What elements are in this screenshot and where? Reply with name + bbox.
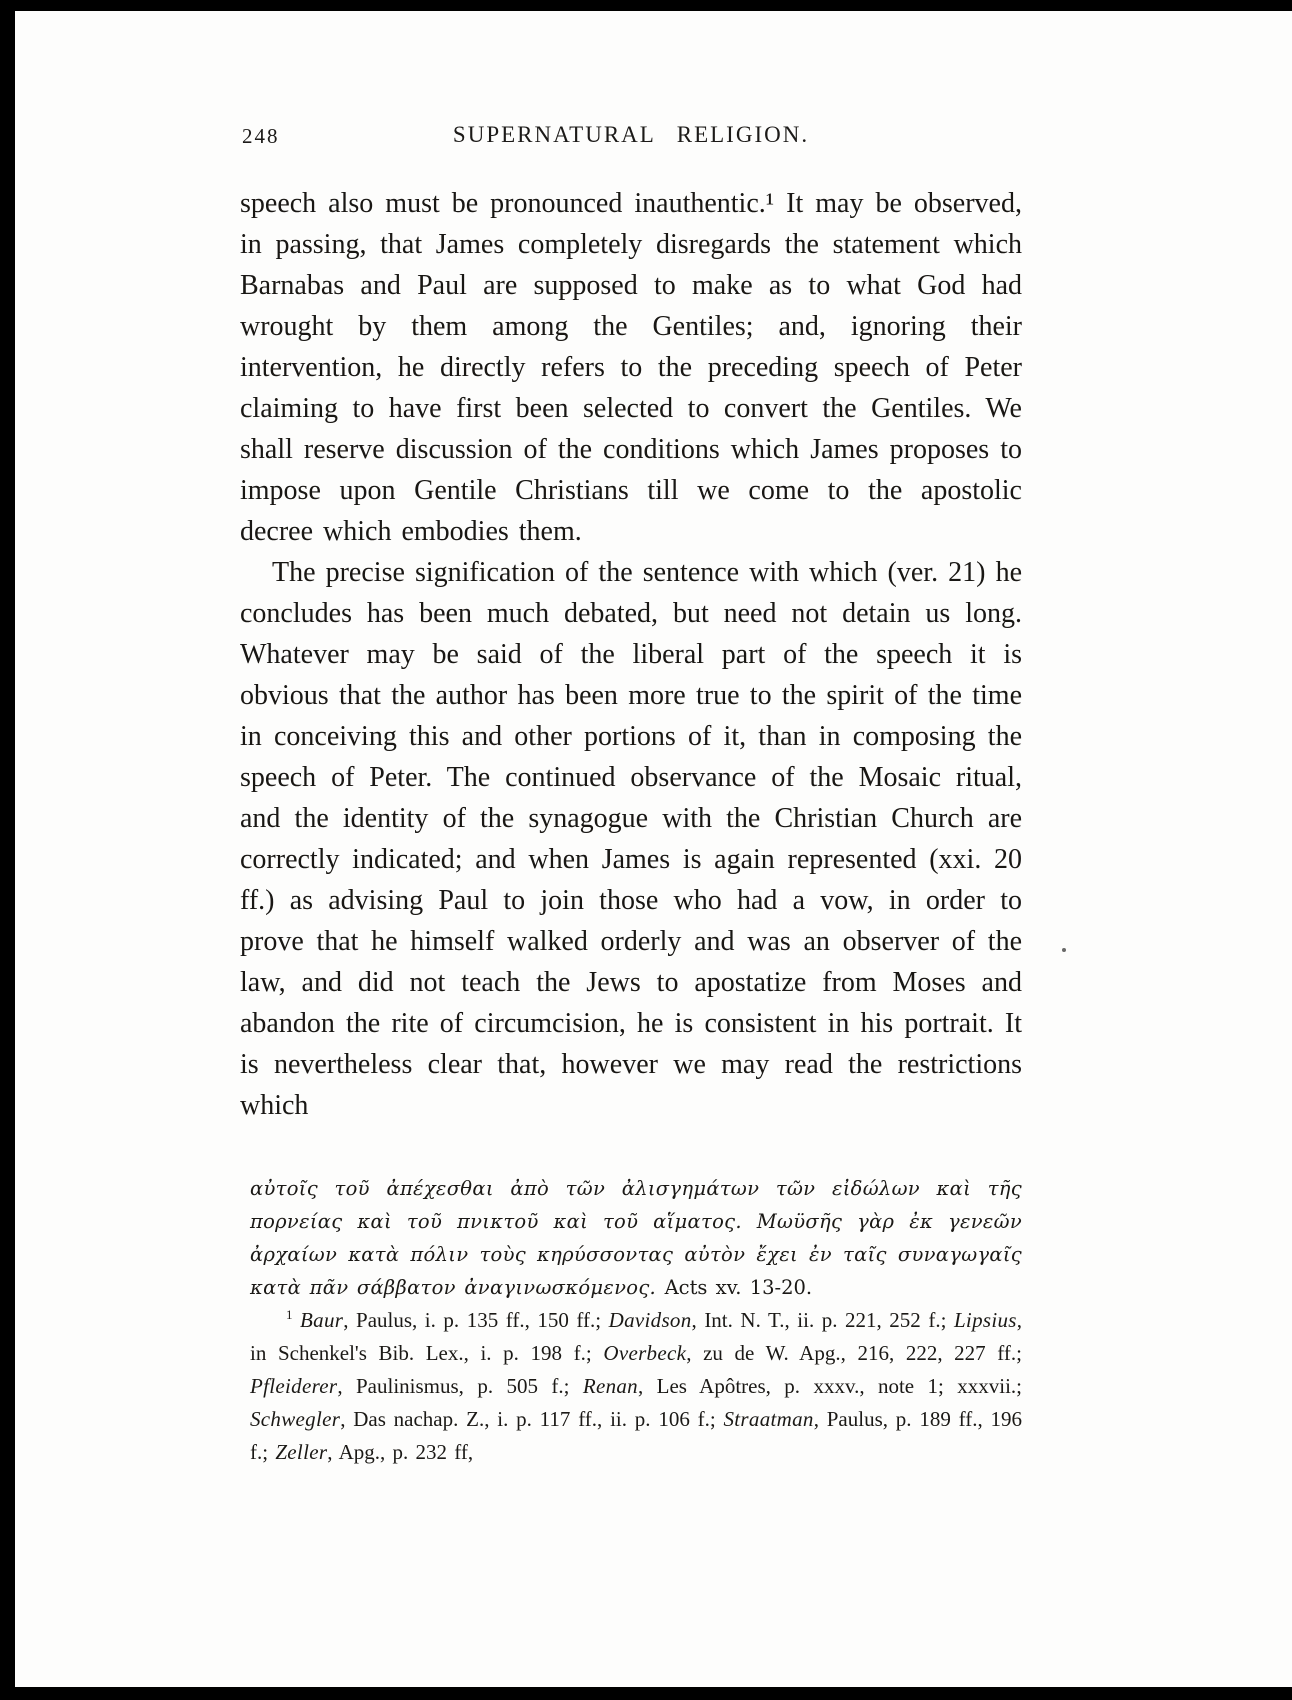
footnote-segment: Schwegler (250, 1407, 341, 1431)
footnote-segment: Overbeck (603, 1341, 687, 1365)
footnote-segment: Pfleiderer (250, 1374, 338, 1398)
running-header (240, 122, 1022, 148)
footnote-greek-continuation (250, 1172, 1022, 1304)
scan-edge-bottom (0, 1687, 1292, 1700)
scan-artifact-dot (1062, 948, 1066, 952)
footnote-segment: Straatman (723, 1407, 814, 1431)
footnote-segment: , Paulus, p. 189 ff., 196 f.; (250, 1407, 1022, 1464)
running-header-title: SUPERNATURAL RELIGION. (452, 122, 810, 147)
footnote-segment: Zeller (275, 1440, 328, 1464)
footnote-segment: , in Schenkel's Bib. Lex., i. p. 198 f.; (250, 1308, 1022, 1365)
page-content (240, 122, 1022, 1469)
body-text (240, 183, 1022, 1126)
footnote-segment: , Paulus, i. p. 135 ff., 150 ff.; (343, 1308, 609, 1332)
footnote-segment: 1 (286, 1307, 293, 1322)
footnote-segment: Renan (582, 1374, 638, 1398)
footnote-segment: Davidson (608, 1308, 692, 1332)
body-paragraph: The precise signification of the sentence with which (ver. 21) he concludes has been much debated, but need not detain us long. Whatever may be said of the liberal part of the speech it is obvious that the author has been more true to the spirit of the time in conceiving this and other portions of it, than in composing the speech of Peter. The continued observance of the Mosaic ritual, and the identity of the synagogue with the Christian Church are correctly indicated; and when James is again represented (xxi. 20 ff.) as advising Paul to join those who had a vow, in order to prove that he himself walked orderly and was an observer of the law, and did not teach the Jews to apostatize from Moses and abandon the rite of circumcision, he is consistent in his portrait. It is nevertheless clear that, however we may read the restrictions which (240, 557, 1022, 1121)
scan-edge-top (0, 0, 1292, 11)
footnote-segment: αὐτοῖς τοῦ ἀπέχεσθαι ἀπὸ τῶν ἀλισγημάτων τῶν εἰδώλων καὶ τῆς πορνείας καὶ τοῦ πνικτοῦ καὶ τοῦ αἵματος. Μωϋσῆς γὰρ ἐκ γενεῶν ἀρχαίων κατὰ πόλιν τοὺς κηρύσσοντας αὐτὸν ἔχει ἐν ταῖς συναγωγαῖς κατὰ πᾶν σάββατον ἀναγινωσκόμενος. (250, 1177, 1022, 1299)
footnote-segment: Lipsius (953, 1308, 1017, 1332)
footnote-segment (293, 1308, 301, 1332)
scan-edge-left (0, 0, 15, 1700)
footnote-segment: , Das nachap. Z., i. p. 117 ff., ii. p. 106 f.; (340, 1407, 724, 1431)
footnote-segment: Acts xv. 13-20. (664, 1276, 813, 1299)
footnote-segment: , Apg., p. 232 ff, (327, 1440, 474, 1464)
footnote-segment: , Paulinismus, p. 505 f.; (337, 1374, 583, 1398)
body-paragraph: speech also must be pronounced inauthentic.¹ It may be observed, in passing, that James completely disregards the statement which Barnabas and Paul are supposed to make as to what God had wrought by them among the Gentiles; and, ignoring their intervention, he directly refers to the preceding speech of Peter claiming to have first been selected to convert the Gentiles. We shall reserve discussion of the conditions which James proposes to impose upon Gentile Christians till we come to the apostolic decree which embodies them. (240, 188, 1022, 547)
footnote-segment: , zu de W. Apg., 216, 222, 227 ff.; (686, 1341, 1022, 1365)
footnote-segment: Baur (300, 1308, 344, 1332)
footnotes-section (250, 1172, 1022, 1469)
footnote-segment: , Int. N. T., ii. p. 221, 252 f.; (691, 1308, 954, 1332)
page-number: 248 (242, 124, 280, 148)
footnote-1 (250, 1304, 1022, 1469)
footnote-segment: , Les Apôtres, p. xxxv., note 1; xxxvii.; (637, 1374, 1022, 1398)
